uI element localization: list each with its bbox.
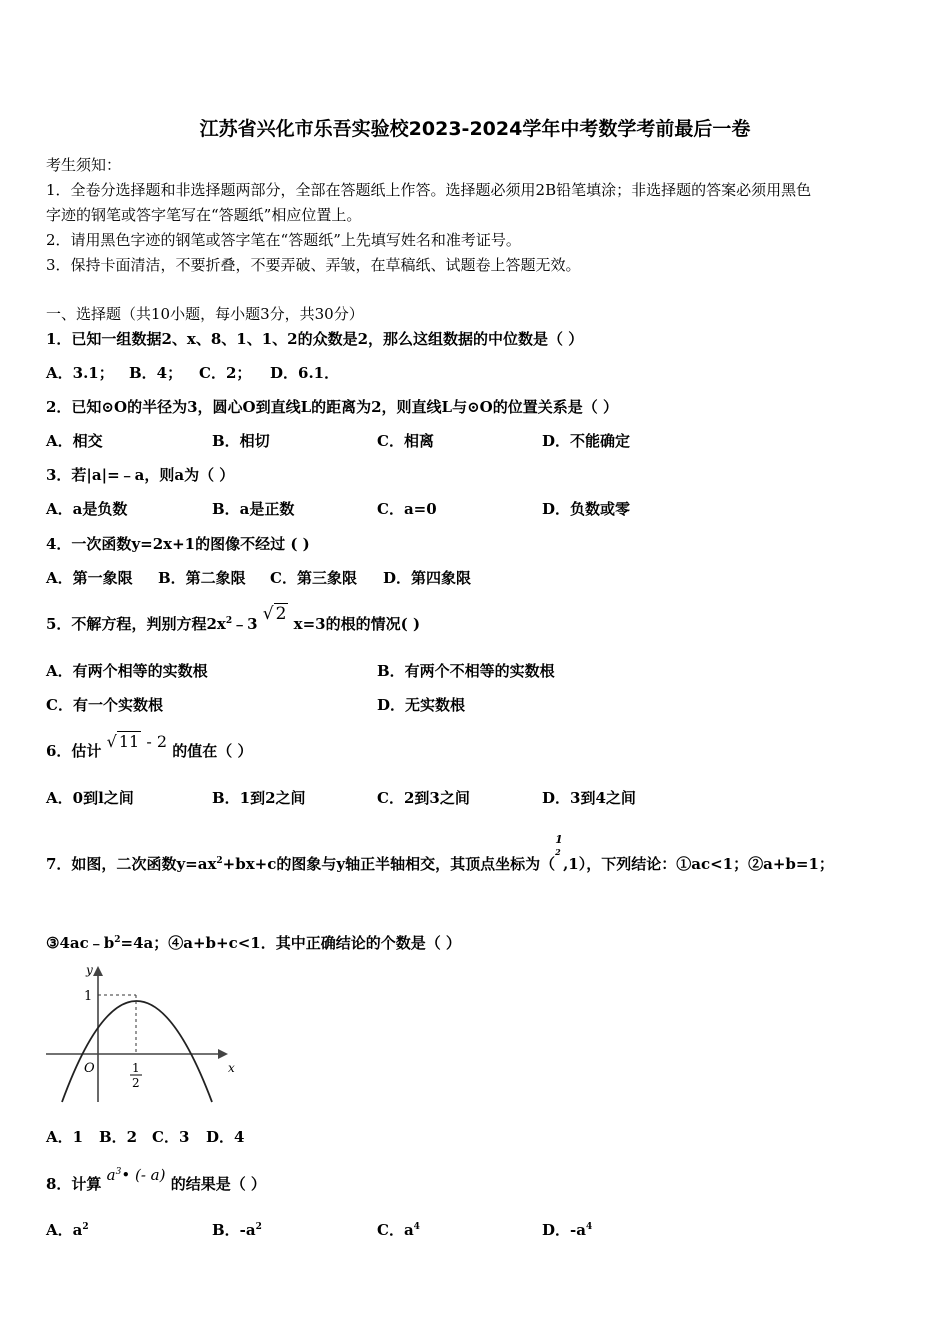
q8-expression xyxy=(107,1166,166,1184)
q7-line2-sup: 2 xyxy=(114,935,121,945)
q7-stem-line-1 xyxy=(46,833,834,874)
q7-frac-den: 2 xyxy=(555,847,561,857)
q6-stem-c: 的值在（ ） xyxy=(172,742,253,760)
q1-option-b: B．4； xyxy=(129,364,183,382)
notice-item-2: 2．请用黑色字迹的钢笔或答字笔在“答题纸”上先填写姓名和准考证号。 xyxy=(46,231,521,249)
notice-item-3: 3．保持卡面清洁，不要折叠，不要弄破、弄皱，在草稿纸、试题卷上答题无效。 xyxy=(46,256,581,274)
y-axis-arrow-icon xyxy=(93,966,103,976)
q4-stem: 4．一次函数y=2x+1的图像不经过 ( ) xyxy=(46,535,310,553)
notice-item-1-line-2: 字迹的钢笔或答字笔写在“答题纸”相应位置上。 xyxy=(46,206,362,224)
q8-option-b xyxy=(212,1219,262,1240)
q6-expression: √ 11 - 2 xyxy=(106,732,167,751)
q8-option-a xyxy=(46,1219,89,1240)
q6-option-a: A．0到l之间 xyxy=(46,789,134,807)
q7-stem-b: +bx+c的图象与y轴正半轴相交，其顶点坐标为（ xyxy=(222,855,556,873)
q7-line2-a: ③4ac﹣b xyxy=(46,934,115,952)
q5-stem-b: ﹣3 xyxy=(232,615,258,633)
notice-heading: 考生须知： xyxy=(46,156,122,174)
q7-stem-a: 7．如图，二次函数y=ax xyxy=(46,855,217,873)
x-axis-arrow-icon xyxy=(218,1049,228,1059)
q8-option-d-label: D．-a xyxy=(542,1221,586,1239)
q7-vertex-fraction xyxy=(555,833,563,869)
q3-option-d: D．负数或零 xyxy=(542,500,631,518)
q8-option-c-label: C．a xyxy=(377,1221,414,1239)
q8-stem-a: 8．计算 xyxy=(46,1175,102,1193)
page-title: 江苏省兴化市乐吾实验校2023-2024学年中考数学考前最后一卷 xyxy=(199,118,751,140)
q5-stem xyxy=(46,604,421,634)
q7-stem-c: ,1），下列结论：①ac<1；②a+b=1； xyxy=(563,855,834,873)
q6-option-c: C．2到3之间 xyxy=(377,789,470,807)
q8-option-d-sup: 4 xyxy=(585,1222,593,1232)
q8-option-d xyxy=(542,1219,592,1240)
q2-option-c: C．相离 xyxy=(377,432,434,450)
q7-graph-svg xyxy=(44,960,244,1105)
q8-expr-rest: • (- a) xyxy=(121,1166,166,1184)
q5-option-c: C．有一个实数根 xyxy=(46,696,163,714)
q4-option-d: D．第四象限 xyxy=(383,569,472,587)
q2-option-a: A．相交 xyxy=(46,432,103,450)
q3-option-c: C．a=0 xyxy=(377,500,437,518)
q8-option-c xyxy=(377,1219,420,1240)
q8-option-b-label: B．-a xyxy=(212,1221,256,1239)
q5-option-a: A．有两个相等的实数根 xyxy=(46,662,208,680)
x-label: x xyxy=(228,1061,235,1075)
q6-option-b: B．1到2之间 xyxy=(212,789,306,807)
x-tick-denominator: 2 xyxy=(132,1076,140,1090)
q8-option-b-sup: 2 xyxy=(255,1222,262,1232)
q1-option-a: A．3.1； xyxy=(46,364,114,382)
q5-option-d: D．无实数根 xyxy=(377,696,466,714)
q6-option-d: D．3到4之间 xyxy=(542,789,636,807)
q8-expr-base: a xyxy=(106,1166,116,1184)
q7-line2-b: =4a；④a+b+c<1．其中正确结论的个数是（ ） xyxy=(120,934,461,952)
q5-sqrt: √ 2 xyxy=(262,604,287,624)
x-tick-numerator: 1 xyxy=(132,1061,140,1075)
q8-expr-sup: 3 xyxy=(115,1167,122,1177)
q8-option-a-label: A．a xyxy=(46,1221,83,1239)
q6-stem-a: 6．估计 xyxy=(46,742,102,760)
q5-sup: 2 xyxy=(225,616,233,626)
q6-minus-two: - 2 xyxy=(146,732,167,751)
q4-option-a: A．第一象限 xyxy=(46,569,133,587)
q7-sup: 2 xyxy=(216,856,223,866)
q1-option-d: D．6.1． xyxy=(270,364,340,382)
origin-label: O xyxy=(84,1061,95,1076)
q7-frac-num: 1 xyxy=(555,833,563,846)
q4-option-c: C．第三象限 xyxy=(270,569,357,587)
q7-parabola-graph xyxy=(44,960,244,1105)
q1-stem: 1．已知一组数据2、x、8、1、1、2的众数是2，那么这组数据的中位数是（ ） xyxy=(46,330,584,348)
q8-option-a-sup: 2 xyxy=(82,1222,89,1232)
q6-radicand: 11 xyxy=(118,732,140,751)
q2-stem: 2．已知⊙O的半径为3，圆心O到直线L的距离为2，则直线L与⊙O的位置关系是（ ） xyxy=(46,398,618,416)
q8-stem xyxy=(46,1166,266,1194)
q8-stem-b: 的结果是（ ） xyxy=(170,1175,266,1193)
q3-option-b: B．a是正数 xyxy=(212,500,295,518)
q5-stem-a: 5．不解方程，判别方程2x xyxy=(46,615,226,633)
q7-stem-line-2 xyxy=(46,932,461,953)
q7-option-b: B．2 xyxy=(99,1128,138,1146)
q7-option-c: C．3 xyxy=(152,1128,190,1146)
q5-stem-c: x=3的根的情况( ) xyxy=(293,615,421,633)
q4-option-b: B．第二象限 xyxy=(158,569,246,587)
y-tick-label: 1 xyxy=(84,989,93,1004)
notice-item-1-line-1: 1．全卷分选择题和非选择题两部分，全部在答题纸上作答。选择题必须用2B铅笔填涂；非选择题的答案必须用黑色 xyxy=(46,181,812,199)
q5-radicand: 2 xyxy=(275,604,287,624)
q2-option-b: B．相切 xyxy=(212,432,270,450)
q3-option-a: A．a是负数 xyxy=(46,500,128,518)
q7-option-d: D．4 xyxy=(206,1128,245,1146)
q5-option-b: B．有两个不相等的实数根 xyxy=(377,662,555,680)
q6-stem xyxy=(46,732,253,761)
section-heading: 一、选择题（共10小题，每小题3分，共30分） xyxy=(46,305,364,323)
q2-option-d: D．不能确定 xyxy=(542,432,631,450)
y-label: y xyxy=(86,963,93,977)
q1-option-c: C．2； xyxy=(199,364,252,382)
q3-stem: 3．若|a|=﹣a，则a为（ ） xyxy=(46,466,235,484)
q7-option-a: A．1 xyxy=(46,1128,84,1146)
q8-option-c-sup: 4 xyxy=(413,1222,420,1232)
